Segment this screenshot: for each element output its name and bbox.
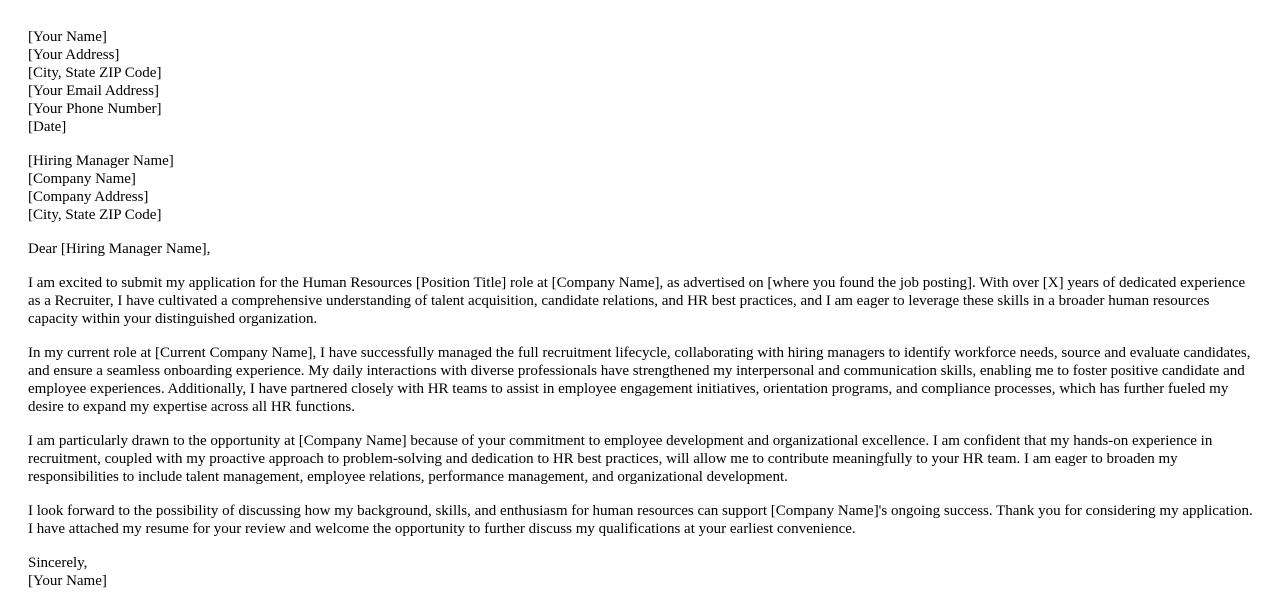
sender-phone: [Your Phone Number] [28,101,162,117]
sender-address-block [28,28,1253,136]
sender-name: [Your Name] [28,29,107,45]
recipient-name: [Hiring Manager Name] [28,153,174,169]
recipient-city-state-zip: [City, State ZIP Code] [28,207,162,223]
recipient-address-block [28,152,1253,224]
salutation: Dear [Hiring Manager Name], [28,241,211,257]
sender-city-state-zip: [City, State ZIP Code] [28,65,162,81]
recipient-address: [Company Address] [28,189,149,205]
sender-address: [Your Address] [28,47,120,63]
body-paragraph: I look forward to the possibility of discussing how my background, skills, and enthusiasm for human resources can support [Company Name]'s ongoing success. Thank you for considering my application. I have attached my resume for your review and welcome the opportunity to further discuss my qualifications at your earliest convenience. [28,503,1253,537]
body-paragraph: I am particularly drawn to the opportunity at [Company Name] because of your commitment to employee development and organizational excellence. I am confident that my hands-on experience in recruitment, coupled with my proactive approach to problem-solving and dedication to HR best practices, will allow me to contribute meaningfully to your HR team. I am eager to broaden my responsibilities to include talent management, employee relations, performance management, and organizational development. [28,433,1213,485]
sender-email: [Your Email Address] [28,83,159,99]
recipient-company: [Company Name] [28,171,136,187]
closing-signoff: Sincerely, [28,555,88,571]
body-paragraph: I am excited to submit my application for the Human Resources [Position Title] role at [Company Name], as advertised on [where you found the job posting]. With over [X] years of dedicated experience as a Recruiter, I have cultivated a comprehensive understanding of talent acquisition, candidate relations, and HR best practices, and I am eager to leverage these skills in a broader human resources capacity within your distinguished organization. [28,275,1246,327]
closing-block [28,554,1253,590]
body-paragraph: In my current role at [Current Company Name], I have successfully managed the full recruitment lifecycle, collaborating with hiring managers to identify workforce needs, source and evaluate candidates, and ensure a seamless onboarding experience. My daily interactions with diverse professionals have strengthened my interpersonal and communication skills, enabling me to foster positive candidate and employee experiences. Additionally, I have partnered closely with HR teams to assist in employee engagement initiatives, orientation programs, and compliance processes, which has further fueled my desire to expand my expertise across all HR functions. [28,345,1251,415]
letter-date: [Date] [28,119,67,135]
cover-letter [28,28,1253,590]
closing-name: [Your Name] [28,573,107,589]
